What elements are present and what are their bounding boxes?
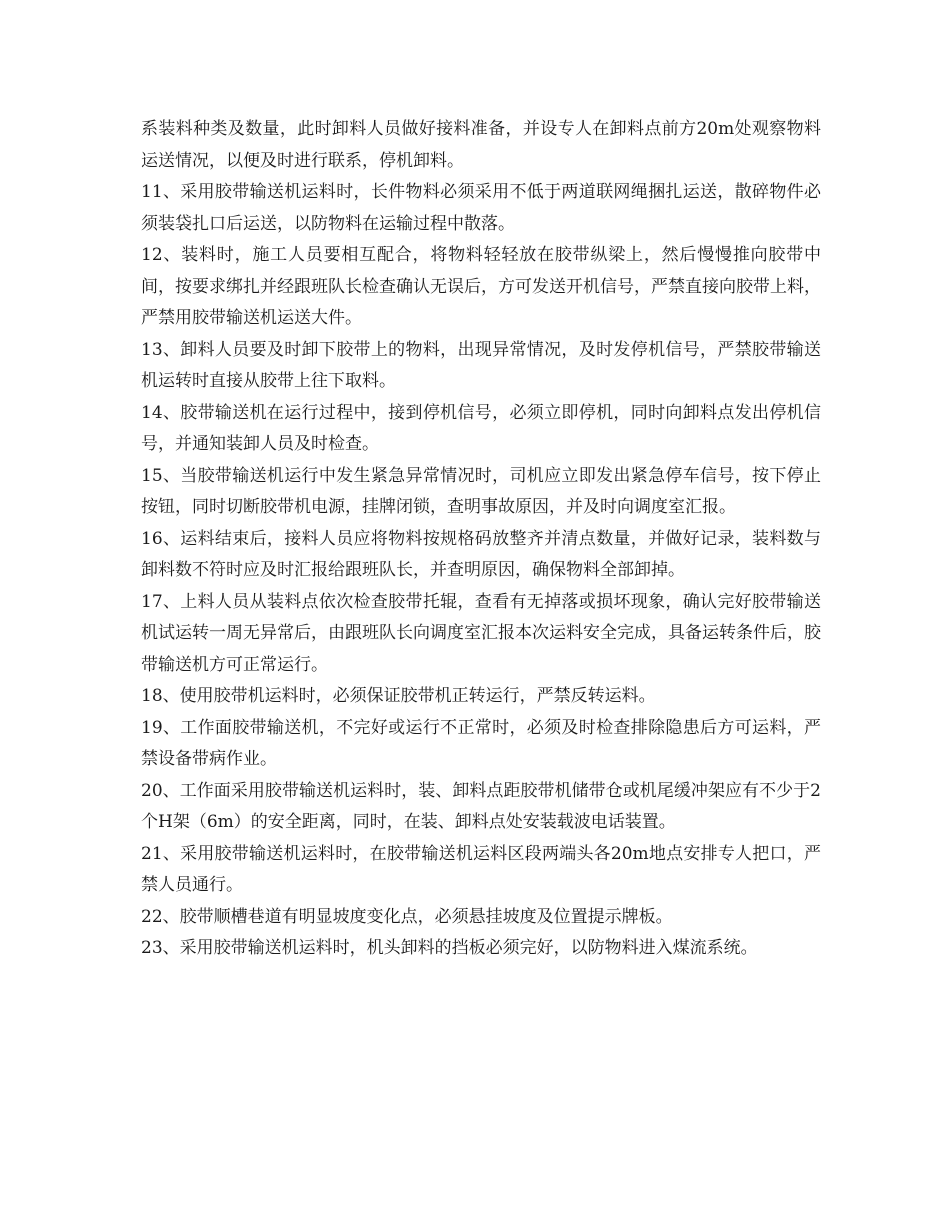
paragraph-item-11: 11、采用胶带输送机运料时，长件物料必须采用不低于两道联网绳捆扎运送，散碎物件必须装袋扎口后运送，以防物料在运输过程中散落。 [141,182,821,234]
paragraph-item-20: 20、工作面采用胶带输送机运料时，装、卸料点距胶带机储带仓或机尾缓冲架应有不少于2个H架（6m）的安全距离，同时，在装、卸料点处安装载波电话装置。 [141,780,821,832]
paragraph-item-16: 16、运料结束后，接料人员应将物料按规格码放整齐并清点数量，并做好记录，装料数与卸料数不符时应及时汇报给跟班队长，并查明原因，确保物料全部卸掉。 [141,528,821,580]
paragraph-item-14: 14、胶带输送机在运行过程中，接到停机信号，必须立即停机，同时向卸料点发出停机信号，并通知装卸人员及时检查。 [141,402,821,454]
document-body [141,114,821,965]
paragraph-item-13: 13、卸料人员要及时卸下胶带上的物料，出现异常情况，及时发停机信号，严禁胶带输送机运转时直接从胶带上往下取料。 [141,339,821,391]
paragraph-item-18: 18、使用胶带机运料时，必须保证胶带机正转运行，严禁反转运料。 [141,686,656,706]
paragraph-item-15: 15、当胶带输送机运行中发生紧急异常情况时，司机应立即发出紧急停车信号，按下停止按钮，同时切断胶带机电源，挂牌闭锁，查明事故原因，并及时向调度室汇报。 [141,465,821,517]
paragraph-item-21: 21、采用胶带输送机运料时，在胶带输送机运料区段两端头各20m地点安排专人把口，严禁人员通行。 [141,843,821,895]
paragraph-item-23: 23、采用胶带输送机运料时，机头卸料的挡板必须完好，以防物料进入煤流系统。 [141,938,758,958]
paragraph-item-12: 12、装料时，施工人员要相互配合，将物料轻轻放在胶带纵梁上，然后慢慢推向胶带中间，按要求绑扎并经跟班队长检查确认无误后，方可发送开机信号，严禁直接向胶带上料，严禁用胶带输送机运送大件。 [141,245,821,328]
paragraph-item-17: 17、上料人员从装料点依次检查胶带托辊，查看有无掉落或损坏现象，确认完好胶带输送机试运转一周无异常后，由跟班队长向调度室汇报本次运料安全完成，具备运转条件后，胶带输送机方可正常运行。 [141,591,821,675]
paragraph-item-19: 19、工作面胶带输送机，不完好或运行不正常时，必须及时检查排除隐患后方可运料，严禁设备带病作业。 [141,717,821,769]
paragraph-continuation: 系装料种类及数量，此时卸料人员做好接料准备，并设专人在卸料点前方20m处观察物料运送情况，以便及时进行联系，停机卸料。 [141,119,821,171]
paragraph-item-22: 22、胶带顺槽巷道有明显坡度变化点，必须悬挂坡度及位置提示牌板。 [141,906,673,927]
